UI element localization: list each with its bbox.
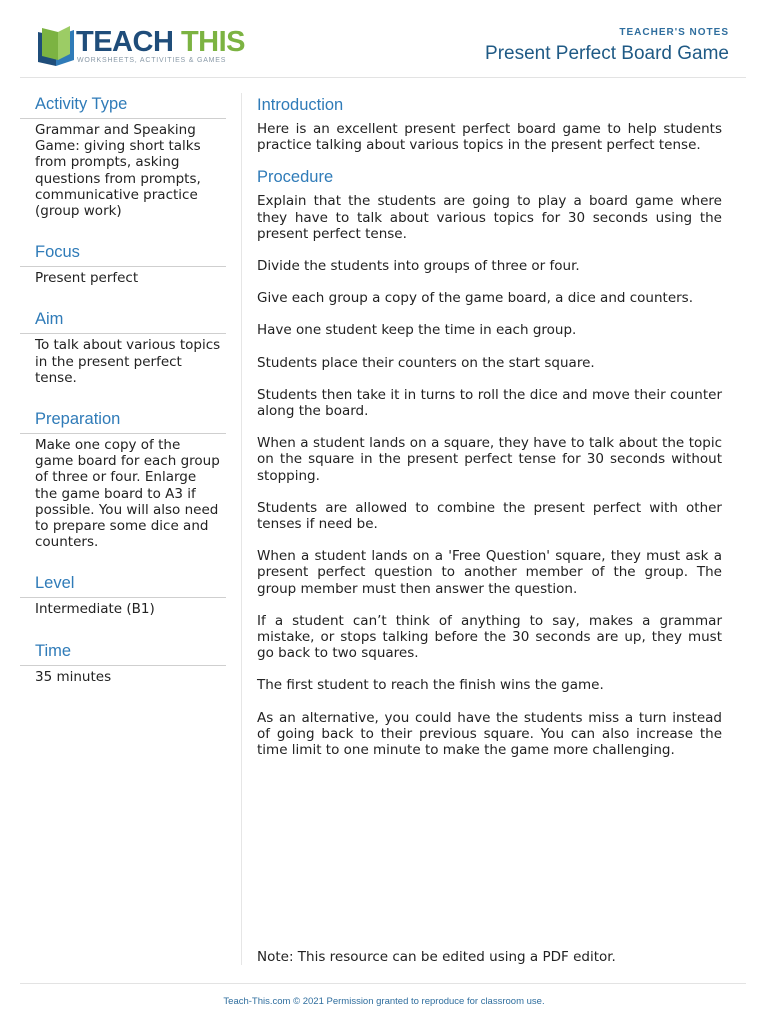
teach-this-logo[interactable] — [36, 24, 246, 70]
introduction-heading: Introduction — [257, 96, 344, 114]
footer-copyright: Teach-This.com © 2021 Permission granted to reproduce for classroom use. — [223, 996, 545, 1007]
preparation-text: Make one copy of the game board for each group of three or four. Enlarge the game board to A3 if possible. You will also need to prepare some dice and counters. — [35, 437, 220, 551]
procedure-step: Students place their counters on the start square. — [257, 354, 595, 371]
procedure-step: As an alternative, you could have the students miss a turn instead of going back to their previous square. You can also increase the time limit to one minute to make the game more challenging. — [257, 709, 722, 759]
activity-type-section — [20, 93, 226, 219]
procedure-step: Explain that the students are going to play a board game where they have to talk about various topics for 30 seconds using the present perfect tense. — [257, 193, 722, 242]
activity-type-text: Grammar and Speaking Game: giving short talks from prompts, asking questions from prompts, communicative practice (group work) — [35, 122, 201, 220]
time-section — [20, 640, 226, 685]
preparation-section — [20, 408, 226, 550]
procedure-step: If a student can’t think of anything to say, makes a grammar mistake, or stops talking before the 30 seconds are up, they must go back to two squares. — [257, 612, 722, 662]
time-heading: Time — [20, 640, 226, 666]
level-text: Intermediate (B1) — [35, 601, 155, 618]
aim-section — [20, 308, 226, 386]
procedure-step: Students then take it in turns to roll the dice and move their counter along the board. — [257, 386, 722, 420]
page-title: Present Perfect Board Game — [485, 43, 729, 64]
focus-section — [20, 241, 226, 286]
editing-note: Note: This resource can be edited using a PDF editor. — [257, 949, 616, 965]
procedure-step: Give each group a copy of the game board, a dice and counters. — [257, 290, 694, 307]
footer-divider — [20, 983, 746, 984]
page-header — [0, 0, 768, 78]
main-content — [257, 93, 722, 774]
procedure-step: Divide the students into groups of three or four. — [257, 258, 580, 275]
level-section — [20, 572, 226, 617]
book-icon — [36, 24, 76, 68]
logo-tagline: WORKSHEETS, ACTIVITIES & GAMES — [77, 57, 227, 64]
procedure-step: The first student to reach the finish wins the game. — [257, 677, 604, 694]
introduction-text: Here is an excellent present perfect board game to help students practice talking about various topics in the present perfect tense. — [257, 121, 722, 154]
aim-heading: Aim — [20, 308, 226, 334]
column-divider — [241, 93, 242, 965]
header-divider — [20, 77, 746, 78]
preparation-heading: Preparation — [20, 408, 226, 434]
focus-heading: Focus — [20, 241, 226, 267]
procedure-heading: Procedure — [257, 168, 334, 187]
activity-type-heading: Activity Type — [20, 93, 226, 119]
level-heading: Level — [20, 572, 226, 598]
aim-text: To talk about various topics in the present perfect tense. — [35, 337, 221, 386]
procedure-step: Have one student keep the time in each group. — [257, 322, 577, 339]
procedure-step: When a student lands on a square, they have to talk about the topic on the square in the present perfect tense for 30 seconds without stopping. — [257, 435, 722, 484]
teachers-notes-label: TEACHER'S NOTES — [619, 27, 729, 38]
procedure-step: Students are allowed to combine the present perfect with other tenses if need be. — [257, 499, 722, 533]
logo-wordmark: TEACH THIS — [76, 26, 246, 58]
procedure-step: When a student lands on a 'Free Question' square, they must ask a present perfect question to another member of the group. The group member must then answer the question. — [257, 548, 722, 597]
sidebar — [20, 93, 226, 707]
focus-text: Present perfect — [35, 270, 139, 287]
time-text: 35 minutes — [35, 668, 112, 685]
